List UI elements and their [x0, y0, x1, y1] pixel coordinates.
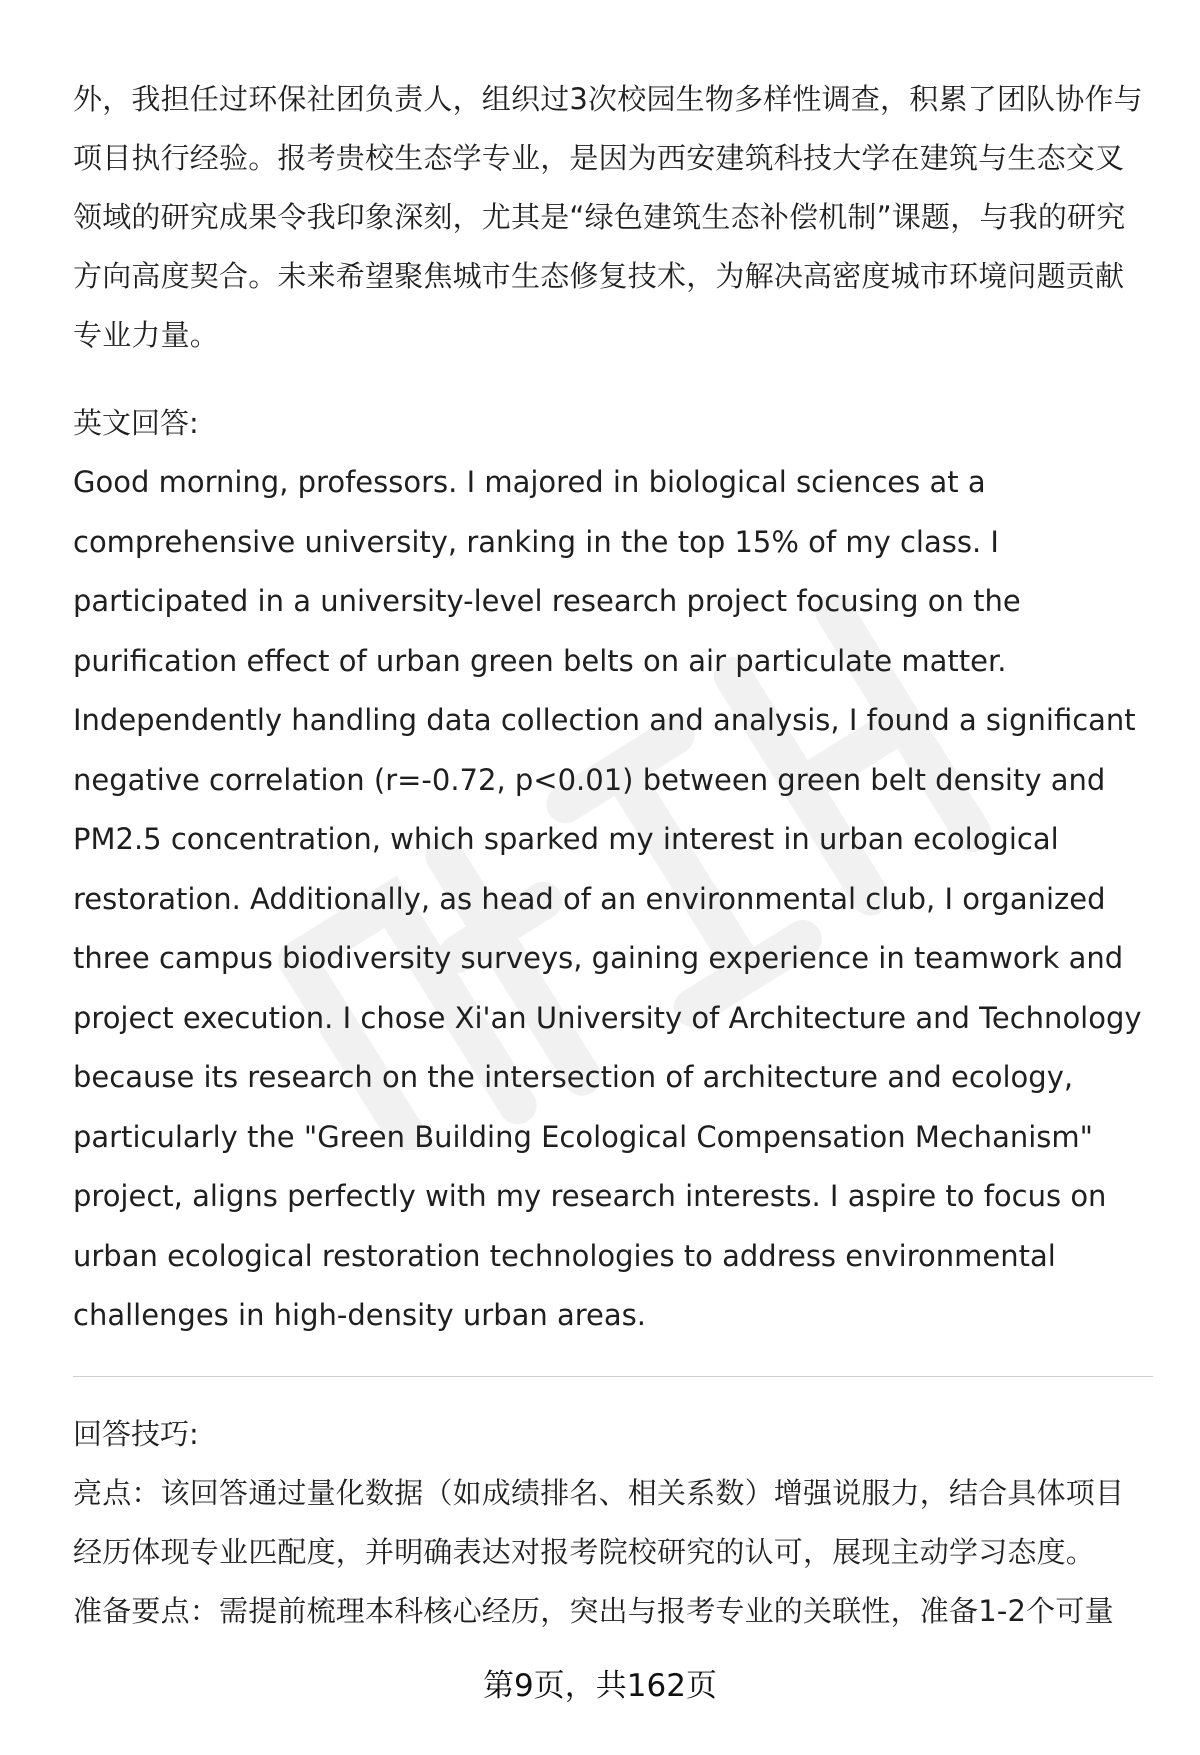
section-divider	[73, 1376, 1153, 1377]
tips-highlights: 亮点：该回答通过量化数据（如成绩排名、相关系数）增强说服力，结合具体项目经历体现专业匹配度，并明确表达对报考院校研究的认可，展现主动学习态度。	[73, 1475, 1125, 1569]
document-body	[73, 70, 1153, 1641]
page-indicator: 第9页，共162页	[483, 1668, 717, 1704]
spacer	[73, 365, 1153, 394]
chinese-answer-continuation: 外，我担任过环保社团负责人，组织过3次校园生物多样性调查，积累了团队协作与项目执行经验。报考贵校生态学专业，是因为西安建筑科技大学在建筑与生态交叉领域的研究成果令我印象深刻，尤其是“绿色建筑生态补偿机制”课题，与我的研究方向高度契合。未来希望聚焦城市生态修复技术，为解决高密度城市环境问题贡献专业力量。	[73, 82, 1143, 352]
english-answer-label: 英文回答:	[73, 406, 199, 440]
tips-label: 回答技巧:	[73, 1416, 199, 1451]
tips-preparation: 准备要点：需提前梳理本科核心经历，突出与报考专业的关联性，准备1-2个可量	[73, 1593, 1114, 1628]
english-answer-text: Good morning, professors. I majored in biological sciences at a comprehensive university, ranking in the top 15% of my class. I participated in a university-level research project focusing on the purification effect of urban green belts on air particulate matter. Independently handling data collection and analysis, I found a significant negative correlation (r=-0.72, p<0.01) between green belt density and PM2.5 concentration, which sparked my interest in urban ecological restoration. Additionally, as head of an environmental club, I organized three campus biodiversity surveys, gaining experience in teamwork and project execution. I chose Xi'an University of Architecture and Technology because its research on the intersection of architecture and ecology, particularly the "Green Building Ecological Compensation Mechanism" project, aligns perfectly with my research interests. I aspire to focus on urban ecological restoration technologies to address environmental challenges in high-density urban areas.	[73, 465, 1142, 1332]
